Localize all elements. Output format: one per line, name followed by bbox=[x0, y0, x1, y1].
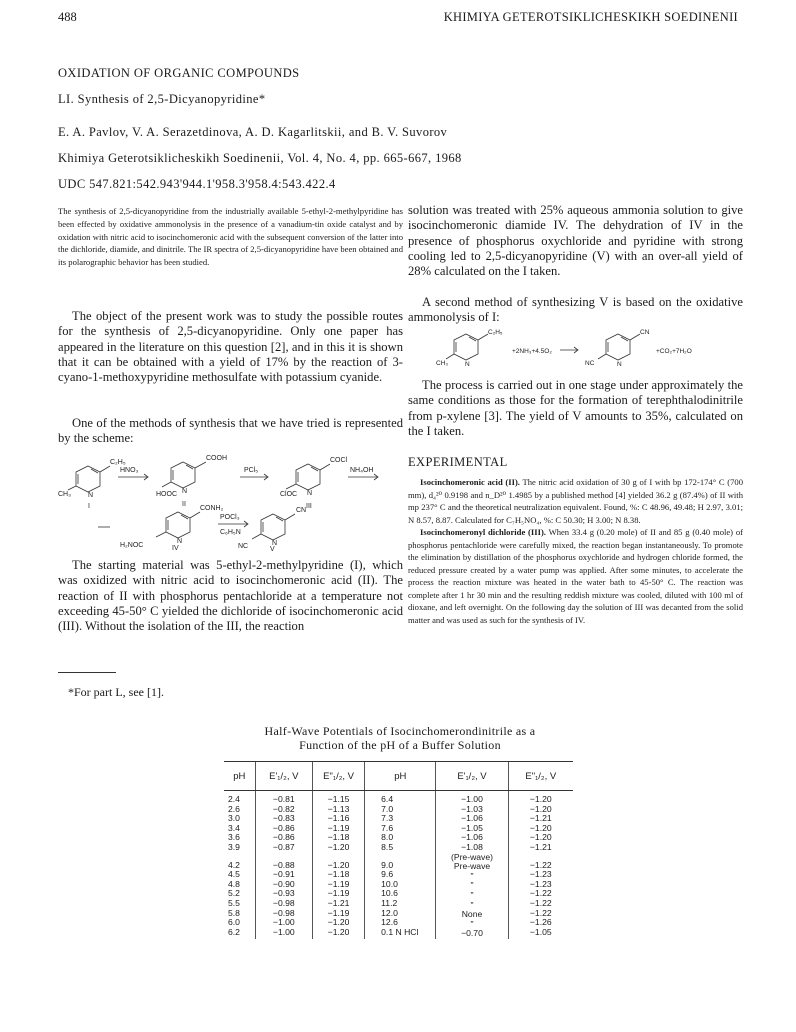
table-cell: None bbox=[461, 909, 483, 920]
table-cell: −1.16 bbox=[327, 813, 350, 824]
table-title-line2: Function of the pH of a Buffer Solution bbox=[299, 738, 501, 752]
table-cell: 2.6 bbox=[228, 803, 240, 814]
table-cell: −1.18 bbox=[327, 869, 350, 880]
left-paragraph-1: The object of the present work was to study the possible routes for the synthesis of 2,5-dicyanopyridine. Only one paper has appeared in the literature on this question [2], and in this it is shown that it can be obtained with a yield of 17% by the reaction of 3-cyano-1-methoxypyridine methosulfate with potassium cyanide. bbox=[58, 309, 403, 385]
table-cell: 5.8 bbox=[228, 907, 240, 918]
ammonolysis-scheme bbox=[408, 328, 743, 370]
journal-running-head: KHIMIYA GETEROTSIKLICHESKIKH SOEDINENII bbox=[443, 10, 738, 24]
table-cell: −1.05 bbox=[529, 926, 552, 937]
substituent-cooh: COOH bbox=[206, 455, 227, 462]
table-cell: −1.20 bbox=[327, 841, 350, 852]
ring-nitrogen: N bbox=[272, 540, 278, 547]
table-cell: 12.6 bbox=[381, 917, 398, 928]
right-paragraph-3: The process is carried out in one stage under approximately the same conditions as those for the formation of terephthalodinitrile from p-xylene [3]. The yield of V amounts to 35%, calculated on the I taken. bbox=[408, 378, 743, 438]
substituent-hooc: HOOC bbox=[156, 491, 177, 498]
table-title bbox=[220, 724, 580, 752]
table-cell: 3.0 bbox=[228, 813, 240, 824]
ring-nitrogen: N bbox=[617, 361, 622, 368]
reagent-nh4oh: NH₄OH bbox=[350, 467, 374, 474]
table-cell: 7.3 bbox=[381, 813, 394, 824]
table-cell: −0.87 bbox=[272, 841, 295, 852]
table-cell: " bbox=[470, 889, 474, 900]
reagent-pcl5: PCl₅ bbox=[244, 467, 259, 474]
table-cell: −1.00 bbox=[272, 917, 295, 928]
table-body bbox=[224, 791, 573, 939]
table-cell: −0.70 bbox=[461, 928, 483, 939]
substituent-nc: NC bbox=[585, 360, 595, 367]
col-e1 bbox=[255, 791, 312, 939]
table-cell: −1.20 bbox=[529, 832, 552, 843]
table-cell: −1.22 bbox=[529, 859, 552, 870]
table-cell: 9.0 bbox=[381, 859, 394, 870]
exp1-title: Isocinchomeronic acid (II). bbox=[420, 477, 520, 487]
table-cell: −1.26 bbox=[529, 917, 552, 928]
compound-label-V: V bbox=[270, 546, 275, 552]
pyridine-ring-V bbox=[261, 514, 285, 540]
table-cell: " bbox=[470, 880, 474, 891]
table-cell: −1.08 bbox=[461, 841, 483, 852]
reagents: +2NH₃+4.5O₂ bbox=[512, 348, 552, 355]
reagent-hno3: HNO₃ bbox=[120, 467, 139, 474]
ring-nitrogen: N bbox=[182, 488, 188, 495]
header-e2: E"₁/₂, V bbox=[313, 762, 365, 791]
substituent-cn: CN bbox=[296, 507, 307, 514]
table-cell: −1.22 bbox=[529, 888, 552, 899]
table-cell: 2.4 bbox=[228, 794, 240, 804]
table-cell: −0.81 bbox=[272, 794, 295, 804]
table-cell: " bbox=[470, 899, 474, 910]
table-cell: 5.2 bbox=[228, 888, 240, 899]
table-cell: 6.2 bbox=[228, 926, 240, 937]
authors: E. A. Pavlov, V. A. Serazetdinova, A. D. Kagarlitskii, and B. V. Suvorov bbox=[58, 125, 448, 139]
table-cell: −1.20 bbox=[327, 926, 350, 937]
products: +CO₂+7H₂O bbox=[656, 348, 692, 355]
header-ph2: pH bbox=[365, 762, 436, 791]
table-cell: −1.00 bbox=[461, 794, 483, 804]
exp1-body: The nitric acid oxidation of 30 g of I with bp 172-174° C (700 mm), d₄²⁰ 0.9198 and n_D²⁰ 1.4985 by a published method [4] yielded 36.2 g (87.4%) of II with mp 237° C and the theoretical neutralization equivalent. Found, %: C 48.96, 49.48; H 2.97, 3.01; N 8.57, 8.87. Calculated for C₇H₅NO₄, %: C 50.30; H 3.00; N 8.38. bbox=[408, 477, 743, 525]
table-cell: −0.98 bbox=[272, 897, 295, 908]
table-cell: −1.00 bbox=[272, 926, 295, 937]
udc: UDC 547.821:542.943'944.1'958.3'958.4:543.422.4 bbox=[58, 177, 336, 191]
reagent-pocl3: POCl₃ bbox=[220, 514, 240, 521]
substituent-cloc: ClOC bbox=[280, 491, 298, 498]
table-cell: −1.18 bbox=[327, 832, 350, 843]
col-ph bbox=[224, 791, 255, 939]
table-cell: −1.20 bbox=[529, 822, 552, 833]
table-cell: −1.22 bbox=[529, 907, 552, 918]
table-cell: 11.2 bbox=[381, 897, 398, 908]
table-cell: (Pre-wave) bbox=[450, 851, 493, 862]
substituent-ethyl: C₂H₅ bbox=[110, 459, 126, 466]
table-cell: −1.19 bbox=[327, 888, 350, 899]
table-cell: −1.22 bbox=[529, 897, 552, 908]
table-cell: 4.2 bbox=[228, 859, 240, 870]
col-e2 bbox=[313, 791, 365, 939]
header-e1: E'₁/₂, V bbox=[255, 762, 312, 791]
table-cell: 3.4 bbox=[228, 822, 240, 833]
table-cell: −0.86 bbox=[272, 832, 295, 843]
table-cell: −1.06 bbox=[461, 813, 483, 824]
table-cell: −1.13 bbox=[327, 803, 350, 814]
ring-nitrogen: N bbox=[307, 490, 313, 497]
article-title: LI. Synthesis of 2,5-Dicyanopyridine* bbox=[58, 92, 266, 106]
pyridine-ring-II bbox=[171, 462, 195, 488]
table-cell: −0.82 bbox=[272, 803, 295, 814]
compound-label-III: III bbox=[306, 503, 312, 510]
table-cell: −0.86 bbox=[272, 822, 295, 833]
ring-nitrogen: N bbox=[88, 492, 94, 499]
table-cell: −1.19 bbox=[327, 822, 350, 833]
exp2-body: When 33.4 g (0.20 mole) of II and 85 g (0.40 mole) of phosphorus pentachloride were carefully mixed, the reaction began instantaneously. To promote the elimination by distillation of the phosphorus oxychloride and hydrogen chloride formed, the reduced pressure created by a water pump was applied. After some minutes, to accelerate the process the reaction mixture was heated in the water bath to 45-50° C. The reaction was complete after 1 hr 30 min and the resulting reddish mixture was cooled, diluted with 100 ml of dioxane, and left overnight. On the following day the solution of III was decanted from the solid matter and was used as such for the synthesis of IV. bbox=[408, 527, 743, 625]
table-cell: −0.98 bbox=[272, 907, 295, 918]
substituent-methyl: CH₃ bbox=[436, 360, 449, 367]
table-cell: −1.21 bbox=[529, 813, 552, 824]
table-cell: 8.5 bbox=[381, 841, 394, 852]
left-paragraph-3: The starting material was 5-ethyl-2-methylpyridine (I), which was oxidized with nitric acid to isocinchomeronic acid (II). The reaction of II with phosphorus pentachloride at a temperature not exceeding 45-50° C yielded the dichloride of isocinchomeronic acid (III). Without the isolation of the III, the reaction bbox=[58, 558, 403, 634]
col-e2b bbox=[508, 791, 573, 939]
right-paragraph-2: A second method of synthesizing V is based on the oxidative ammonolysis of I: bbox=[408, 295, 743, 325]
table-cell: −1.20 bbox=[529, 803, 552, 814]
page-number: 488 bbox=[58, 10, 77, 24]
half-wave-table bbox=[224, 761, 573, 939]
pyridine-ring-IV bbox=[166, 512, 190, 538]
table-cell: 6.4 bbox=[381, 794, 394, 804]
header-e1b: E'₁/₂, V bbox=[436, 762, 508, 791]
table-cell: −1.20 bbox=[327, 917, 350, 928]
table-cell: −1.19 bbox=[327, 907, 350, 918]
exp2-title: Isocinchomeronyl dichloride (III). bbox=[420, 527, 546, 537]
synthesis-scheme bbox=[58, 452, 403, 552]
table-cell: −1.03 bbox=[461, 803, 483, 814]
compound-label-IV: IV bbox=[172, 545, 179, 552]
citation: Khimiya Geterotsiklicheskikh Soedinenii, Vol. 4, No. 4, pp. 665-667, 1968 bbox=[58, 151, 462, 165]
compound-label-I: I bbox=[88, 503, 90, 510]
table-cell: −1.23 bbox=[529, 869, 552, 880]
table-cell: 10.0 bbox=[381, 878, 398, 889]
series-title: OXIDATION OF ORGANIC COMPOUNDS bbox=[58, 66, 300, 80]
table-cell: 6.0 bbox=[228, 917, 240, 928]
table-cell: 12.0 bbox=[381, 907, 398, 918]
table-cell: −1.15 bbox=[327, 794, 350, 804]
table-header-row bbox=[224, 762, 573, 791]
substituent-methyl: CH₃ bbox=[58, 491, 71, 498]
substituent-nc: NC bbox=[238, 543, 249, 550]
header-ph: pH bbox=[224, 762, 255, 791]
table-cell: 0.1 N HCl bbox=[381, 926, 419, 937]
substituent-cn: CN bbox=[640, 329, 650, 336]
table-cell: −0.90 bbox=[272, 878, 295, 889]
right-paragraph-1: solution was treated with 25% aqueous ammonia solution to give isocinchomeronic diamide IV. The dehydration of IV in the presence of phosphorus oxychloride and pyridine with strong cooling led to 2,5-dicyanopyridine (V) with an over-all yield of 28% calculated on the I taken. bbox=[408, 203, 743, 279]
table-cell: −0.91 bbox=[272, 869, 295, 880]
substituent-cocl: COCl bbox=[330, 457, 348, 464]
experimental-text bbox=[408, 476, 743, 626]
abstract: The synthesis of 2,5-dicyanopyridine from the industrially available 5-ethyl-2-methylpyridine has been effected by oxidative ammonolysis in the presence of a vanadium-tin oxide catalyst and by oxidation with nitric acid to isocinchomeronic acid with the subsequent conversion of the latter into the dichloride, diamide, and dinitrile. The IR spectra of 2,5-dicyanopyridine have been obtained and its polarographic behavior has been studied. bbox=[58, 206, 403, 268]
table-cell: " bbox=[470, 870, 474, 881]
table-cell: 5.5 bbox=[228, 897, 240, 908]
table-cell: −1.05 bbox=[461, 822, 483, 833]
ring-nitrogen: N bbox=[465, 361, 470, 368]
table-cell: −1.21 bbox=[529, 841, 552, 852]
col-e1b bbox=[436, 791, 508, 939]
header-e2b: E"₁/₂, V bbox=[508, 762, 573, 791]
col-ph2 bbox=[365, 791, 436, 939]
substituent-ethyl: C₂H₅ bbox=[488, 329, 503, 336]
table-cell: " bbox=[470, 918, 474, 929]
table-cell: 3.9 bbox=[228, 841, 240, 852]
table-cell: 4.5 bbox=[228, 869, 240, 880]
pyridine-ring-III bbox=[296, 464, 320, 490]
substituent-h2noc: H₂NOC bbox=[120, 542, 144, 549]
table-cell: 9.6 bbox=[381, 869, 394, 880]
footnote: *For part L, see [1]. bbox=[68, 685, 164, 699]
table-cell: 8.0 bbox=[381, 832, 394, 843]
table-title-line1: Half-Wave Potentials of Isocinchomerondinitrile as a bbox=[264, 724, 536, 738]
table-cell: −1.21 bbox=[327, 897, 350, 908]
table-cell: −1.23 bbox=[529, 878, 552, 889]
table-cell: −0.93 bbox=[272, 888, 295, 899]
table-cell: −1.19 bbox=[327, 878, 350, 889]
left-paragraph-2: One of the methods of synthesis that we have tried is represented by the scheme: bbox=[58, 416, 403, 446]
table-cell: 7.6 bbox=[381, 822, 394, 833]
table-cell: Pre-wave bbox=[453, 861, 491, 872]
table-cell: −1.06 bbox=[461, 832, 483, 843]
pyridine-ring-I bbox=[76, 466, 100, 492]
table-cell: −0.88 bbox=[272, 859, 295, 870]
reagent-pyridine: C₆H₅N bbox=[220, 529, 241, 536]
section-heading-experimental: EXPERIMENTAL bbox=[408, 455, 508, 469]
ring-nitrogen: N bbox=[177, 538, 183, 545]
table-cell: 10.6 bbox=[381, 888, 398, 899]
substituent-conh2: CONH₂ bbox=[200, 505, 224, 512]
table-cell: −0.83 bbox=[272, 813, 295, 824]
footnote-rule bbox=[58, 672, 116, 673]
table-cell: 3.6 bbox=[228, 832, 240, 843]
table-cell: −1.20 bbox=[529, 794, 552, 804]
table-cell: 4.8 bbox=[228, 878, 240, 889]
table-cell: −1.20 bbox=[327, 859, 350, 870]
table-cell: 7.0 bbox=[381, 803, 394, 814]
compound-label-II: II bbox=[182, 501, 186, 508]
